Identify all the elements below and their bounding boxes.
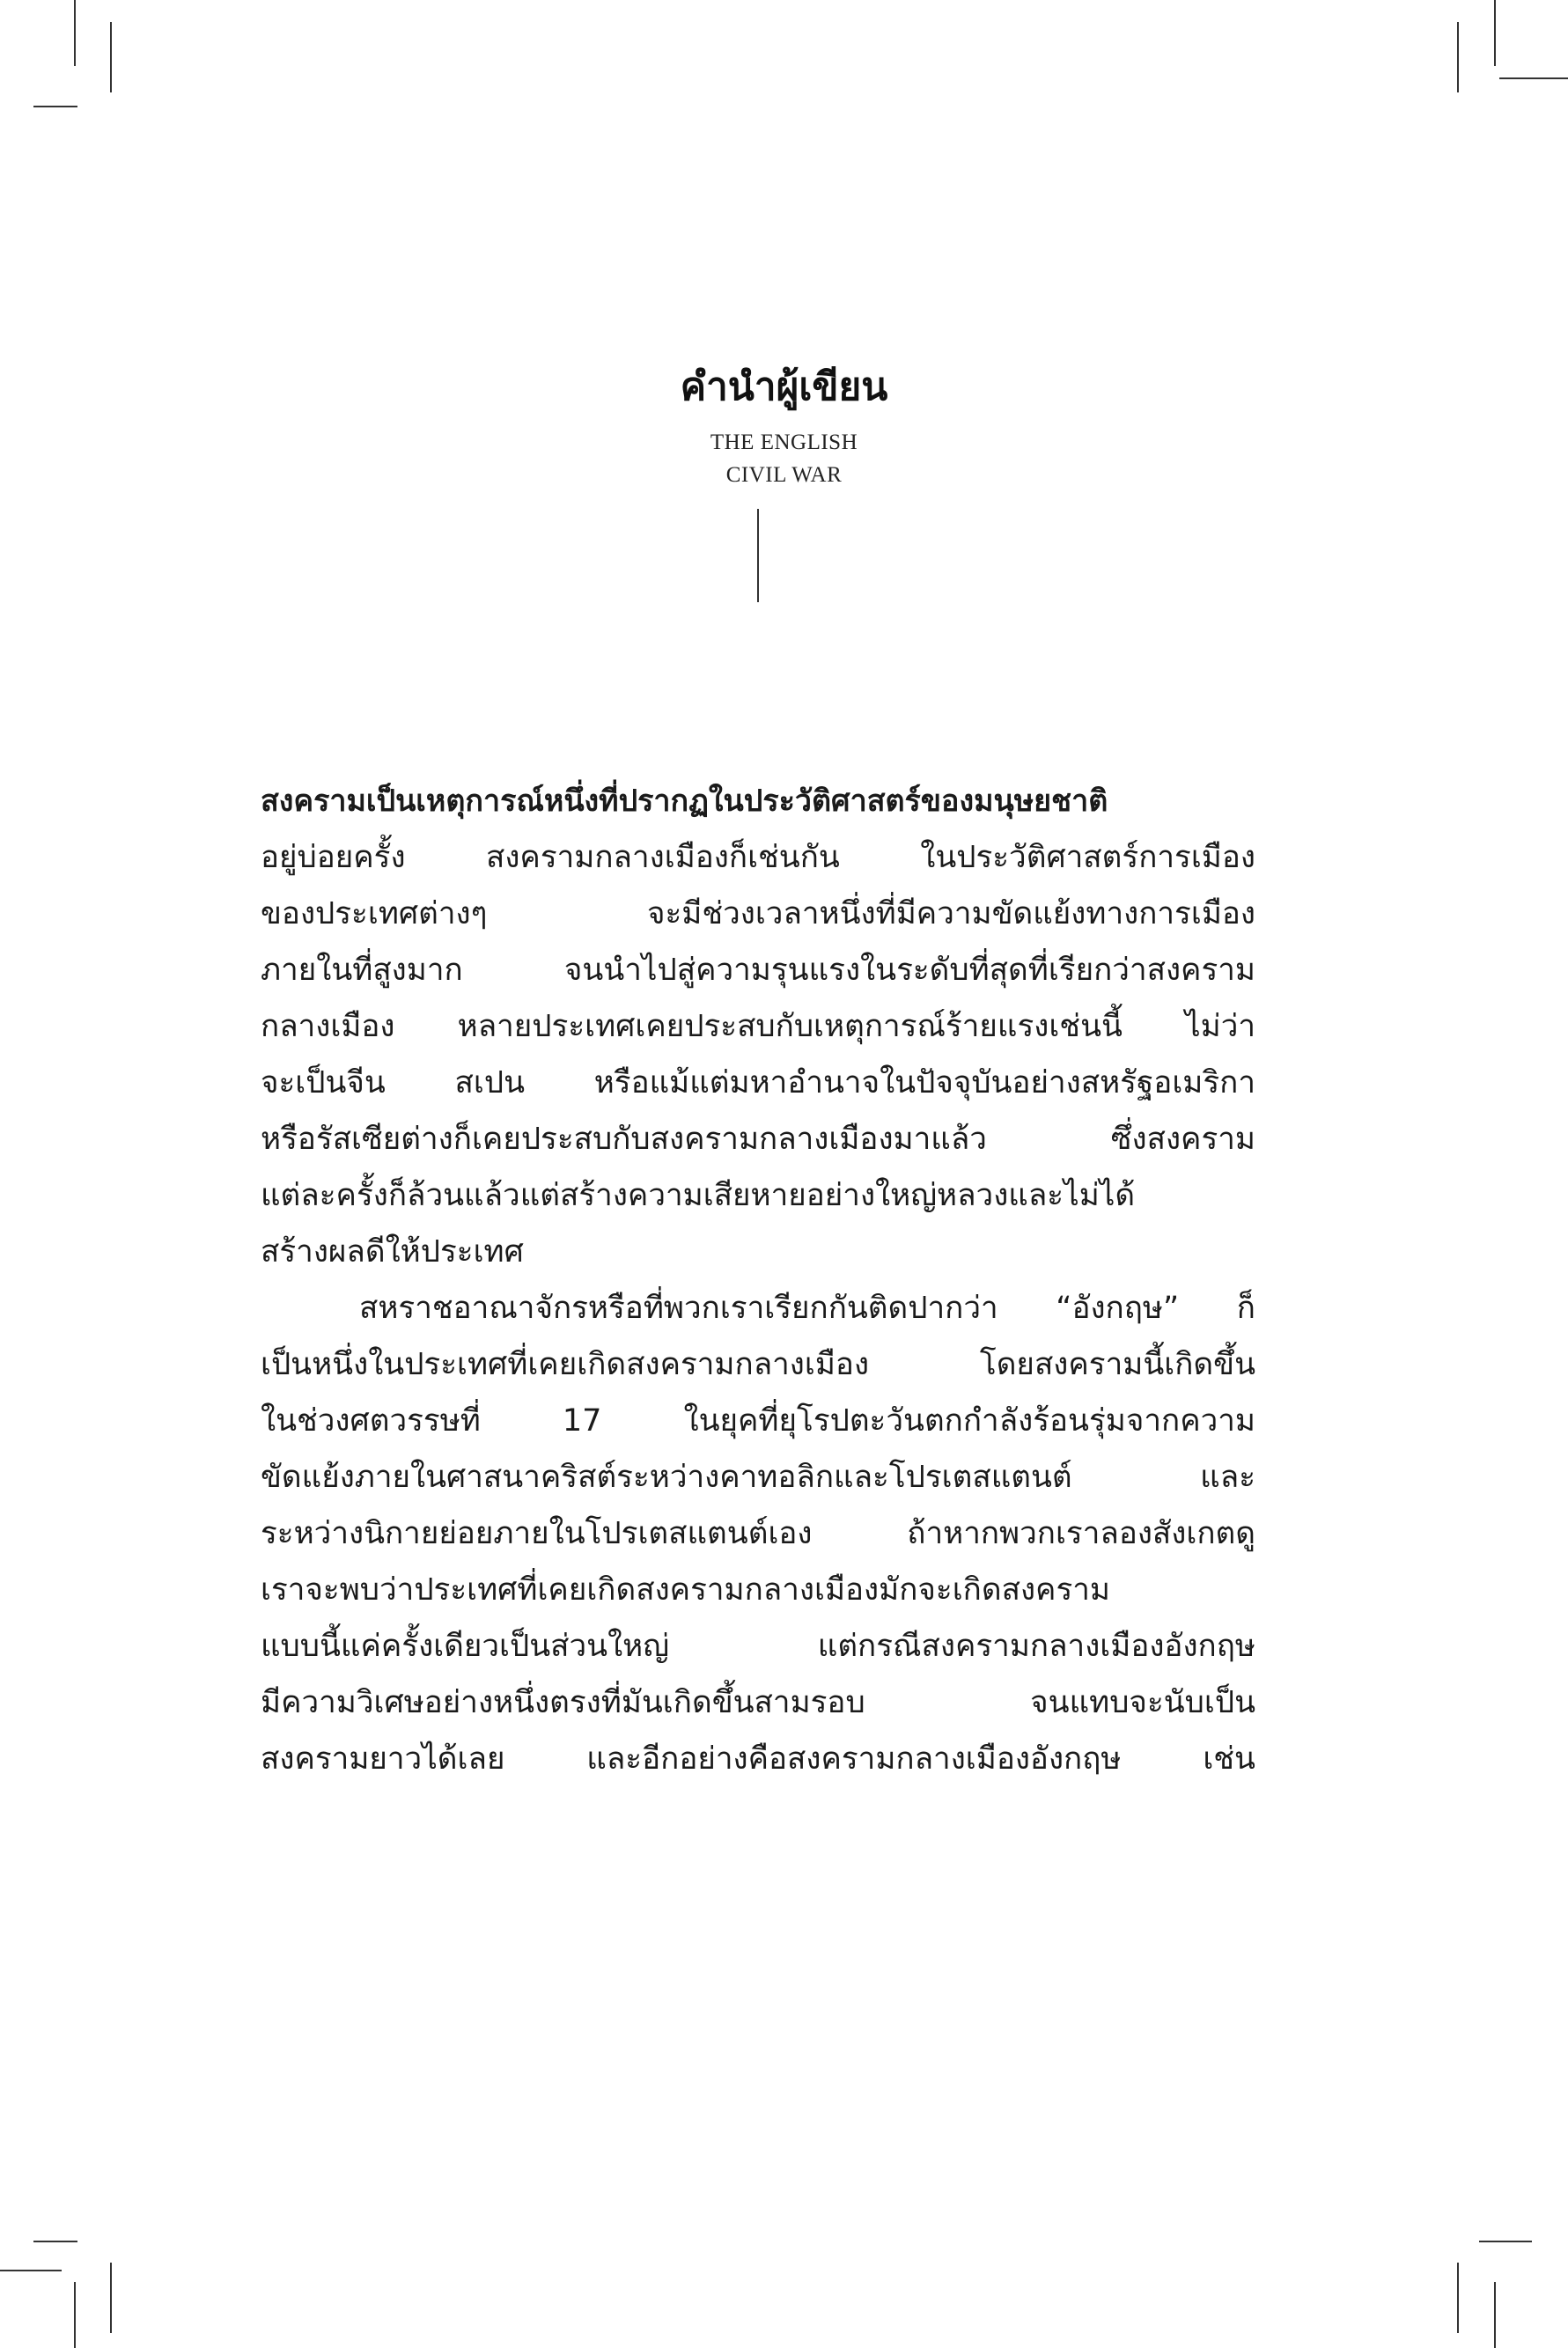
crop-mark <box>1499 77 1568 79</box>
body-line: ระหว่างนิกายย่อยภายในโปรเตสแตนต์เอง ถ้าหากพวกเราลองสังเกตดู <box>261 1516 1255 1551</box>
body-line: หรือรัสเซียต่างก็เคยประสบกับสงครามกลางเมืองมาแล้ว ซึ่งสงคราม <box>261 1122 1255 1157</box>
chapter-title: คำนำผู้เขียน <box>680 364 888 409</box>
crop-mark <box>33 2241 77 2242</box>
title-divider <box>757 509 759 602</box>
crop-mark <box>110 2263 112 2333</box>
body-line: สงครามยาวได้เลย และอีกอย่างคือสงครามกลางเมืองอังกฤษ เช่น <box>261 1741 1255 1777</box>
chapter-subtitle <box>0 426 1568 491</box>
body-line: แต่ละครั้งก็ล้วนแล้วแต่สร้างความเสียหายอย่างใหญ่หลวงและไม่ได้ <box>261 1178 1136 1213</box>
crop-mark <box>1457 2263 1459 2333</box>
body-line: มีความวิเศษอย่างหนึ่งตรงที่มันเกิดขึ้นสามรอบ จนแทบจะนับเป็น <box>261 1685 1255 1720</box>
crop-mark <box>1479 2241 1532 2242</box>
crop-mark <box>74 0 76 66</box>
crop-mark <box>110 22 112 92</box>
body-line: แบบนี้แค่ครั้งเดียวเป็นส่วนใหญ่ แต่กรณีสงครามกลางเมืองอังกฤษ <box>261 1629 1255 1664</box>
body-line: ภายในที่สูงมาก จนนำไปสู่ความรุนแรงในระดับที่สุดที่เรียกว่าสงคราม <box>261 953 1255 988</box>
body-line: ขัดแย้งภายในศาสนาคริสต์ระหว่างคาทอลิกและโปรเตสแตนต์ และ <box>261 1460 1255 1495</box>
body-line: สหราชอาณาจักรหรือที่พวกเราเรียกกันติดปากว่า “อังกฤษ” ก็ <box>359 1291 1255 1326</box>
body-text <box>261 773 1255 1787</box>
crop-mark <box>1494 0 1496 66</box>
crop-mark <box>1457 22 1459 92</box>
body-line: ในช่วงศตวรรษที่ 17 ในยุคที่ยุโรปตะวันตกกำลังร้อนรุ่มจากความ <box>261 1403 1255 1439</box>
body-line: จะเป็นจีน สเปน หรือแม้แต่มหาอำนาจในปัจจุบันอย่างสหรัฐอเมริกา <box>261 1065 1255 1100</box>
body-line: เป็นหนึ่งในประเทศที่เคยเกิดสงครามกลางเมือง โดยสงครามนี้เกิดขึ้น <box>261 1347 1255 1382</box>
crop-mark <box>0 2270 62 2271</box>
crop-mark <box>1494 2282 1496 2348</box>
crop-mark <box>74 2282 76 2348</box>
body-line: ของประเทศต่างๆ จะมีช่วงเวลาหนึ่งที่มีความขัดแย้งทางการเมือง <box>261 896 1255 931</box>
body-line: สร้างผลดีให้ประเทศ <box>261 1234 524 1270</box>
body-line: อยู่บ่อยครั้ง สงครามกลางเมืองก็เช่นกัน ในประวัติศาสตร์การเมือง <box>261 840 1255 875</box>
body-line: เราจะพบว่าประเทศที่เคยเกิดสงครามกลางเมืองมักจะเกิดสงคราม <box>261 1572 1110 1608</box>
body-line-lead: สงครามเป็นเหตุการณ์หนึ่งที่ปรากฏในประวัติศาสตร์ของมนุษยชาติ <box>261 784 1108 819</box>
subtitle-line: CIVIL WAR <box>725 463 843 487</box>
crop-mark <box>33 106 77 107</box>
subtitle-line: THE ENGLISH <box>710 431 858 454</box>
body-line: กลางเมือง หลายประเทศเคยประสบกับเหตุการณ์ร้ายแรงเช่นนี้ ไม่ว่า <box>261 1009 1255 1044</box>
